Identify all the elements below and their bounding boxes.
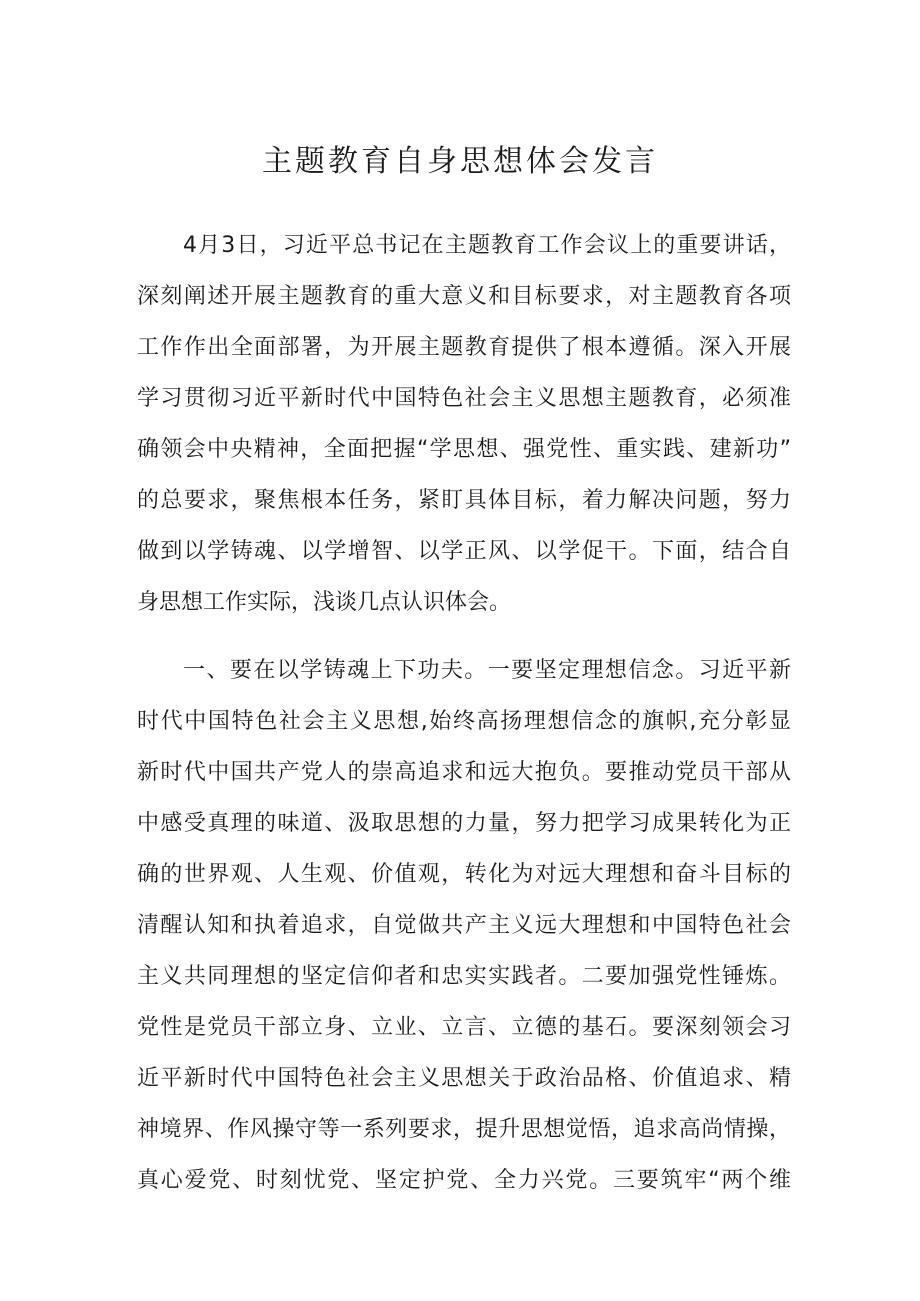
paragraph-line: 的总要求，聚焦根本任务，紧盯具体目标，着力解决问题，努力 (137, 488, 791, 513)
paragraph-line: 主义共同理想的坚定信仰者和忠实实践者。二要加强党性锤炼。 (137, 964, 791, 989)
paragraph-intro (137, 220, 791, 628)
paragraph-line: 学习贯彻习近平新时代中国特色社会主义思想主题教育，必须准 (137, 386, 791, 411)
paragraph-line: 中感受真理的味道、汲取思想的力量，努力把学习成果转化为正 (137, 811, 791, 836)
paragraph-line: 确的世界观、人生观、价值观，转化为对远大理想和奋斗目标的 (137, 862, 791, 887)
paragraph-line: 做到以学铸魂、以学增智、以学正风、以学促干。下面，结合自 (137, 539, 791, 564)
paragraph-line: 神境界、作风操守等一系列要求，提升思想觉悟，追求高尚情操， (137, 1117, 791, 1142)
document-title: 主题教育自身思想体会发言 (262, 144, 658, 179)
paragraph-line: 新时代中国共产党人的崇高追求和远大抱负。要推动党员干部从 (137, 760, 791, 785)
paragraph-line: 一、要在以学铸魂上下功夫。一要坚定理想信念。习近平新 (183, 658, 791, 683)
paragraph-section-one (137, 645, 791, 1206)
paragraph-line: 党性是党员干部立身、立业、立言、立德的基石。要深刻领会习 (137, 1015, 791, 1040)
paragraph-line: 近平新时代中国特色社会主义思想关于政治品格、价值追求、精 (137, 1066, 791, 1091)
paragraph-line: 时代中国特色社会主义思想,始终高扬理想信念的旗帜,充分彰显 (137, 709, 791, 734)
paragraph-line: 确领会中央精神，全面把握“学思想、强党性、重实践、建新功” (137, 437, 791, 462)
paragraph-line: 4月3日，习近平总书记在主题教育工作会议上的重要讲话， (183, 233, 791, 258)
paragraph-line: 工作作出全面部署，为开展主题教育提供了根本遵循。深入开展 (137, 335, 791, 360)
paragraph-line: 身思想工作实际，浅谈几点认识体会。 (137, 590, 512, 615)
paragraph-line: 真心爱党、时刻忧党、坚定护党、全力兴党。三要筑牢“两个维 (137, 1168, 791, 1193)
paragraph-line: 深刻阐述开展主题教育的重大意义和目标要求，对主题教育各项 (137, 284, 791, 309)
paragraph-line: 清醒认知和执着追求，自觉做共产主义远大理想和中国特色社会 (137, 913, 791, 938)
